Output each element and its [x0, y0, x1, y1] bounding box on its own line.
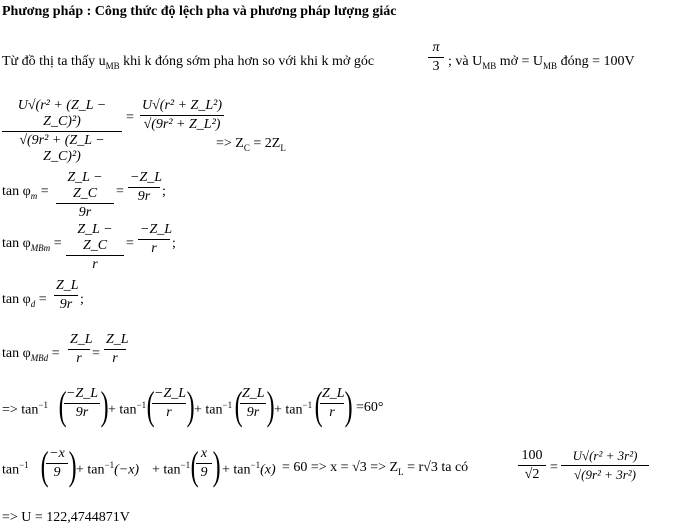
intro-sub-c: MB — [482, 60, 497, 71]
eq-tan-m-den-2: 9r — [137, 189, 151, 204]
eq-tan-mbm-lhs-sub: MBm — [30, 242, 51, 253]
intro-text-c: ; và U — [448, 54, 483, 69]
eq-tan-mbm-fraction-1 — [66, 222, 124, 273]
eq-x-fraction-6 — [561, 448, 649, 483]
eq-tan-mbm-num-2: −Z_L — [138, 222, 170, 240]
eq-x-fraction-1 — [46, 446, 68, 481]
eq-tan-d-num: Z_L — [54, 278, 78, 296]
eq-sum-term-3 — [240, 386, 266, 421]
eq-x-tan-3: tan — [163, 462, 181, 478]
eq-x-mid2: = r√3 ta có — [403, 460, 469, 475]
eq-tan-d-den: 9r — [59, 297, 73, 312]
eq-x-tan-4: tan — [233, 462, 251, 478]
eq-x-mid — [282, 460, 468, 477]
eq1-denominator-left: √(9r² + (Z_L − Z_C)²) — [19, 133, 105, 164]
eq1-denominator-right: √(9r² + Z_L²) — [143, 117, 221, 132]
eq-x-term-2: + $\tan^{-1}(-x)$ — [76, 460, 140, 478]
eq-tan-m-num-1: Z_L − Z_C — [56, 170, 114, 204]
eq-x-rparen-3: ) — [212, 443, 221, 488]
eq-tan-mbm-den-1: r — [92, 257, 98, 272]
eq-sum-term-3-num: Z_L — [240, 386, 266, 404]
eq-tan-m-den-1: 9r — [78, 205, 92, 220]
eq-tan-m-fraction-2 — [128, 170, 163, 205]
eq-x-fraction-3-den: 9 — [200, 465, 208, 480]
eq-x-fraction-5-num: 100 — [518, 448, 546, 466]
eq-sum-term-4-num: Z_L — [320, 386, 344, 404]
intro-three: 3 — [432, 59, 440, 74]
eq-x-tan-1 — [2, 460, 29, 479]
eq1-result — [216, 136, 286, 153]
eq-x-lparen-3: ( — [190, 443, 199, 488]
eq-x-fraction-1-den: 9 — [53, 465, 61, 480]
eq-tan-m-equals: = — [116, 184, 124, 199]
eq-tan-mbd-lhs: $\tan \varphi_{MBd}$ = — [2, 346, 60, 363]
eq-sum-prefix-text: => tan — [2, 402, 39, 418]
page-title: Phương pháp : Công thức độ lệch pha và phương pháp lượng giác — [2, 4, 397, 19]
eq-sum-plus-1: + $\tan^{-1}$ — [108, 400, 147, 418]
eq-x-mid-text: = 60 => x = √3 => Z — [282, 460, 399, 475]
eq-x-fraction-6-num: U√(r² + 3r²) — [561, 448, 649, 466]
intro-text-a: Từ đồ thị ta thấy u — [2, 54, 106, 69]
eq-sum-rparen-2: ) — [186, 383, 195, 428]
eq-x-term-3: + $\tan^{-1}$ — [152, 460, 191, 478]
eq-x-rparen-1: ) — [68, 443, 77, 488]
intro-text-e: đóng = 100V — [557, 54, 635, 69]
eq-sum-inv-3: −1 — [222, 400, 233, 410]
eq-x-fraction-5 — [518, 448, 546, 483]
eq-tan-d-lhs: $\tan \varphi_d$ = — [2, 292, 47, 309]
eq-x-tan-2: tan — [87, 462, 105, 478]
eq-tan-d-tail: ; — [80, 292, 84, 307]
eq-tan-mbd-den-2: r — [112, 351, 118, 366]
intro-text-b: khi k đóng sớm pha hơn so với khi k mở góc — [119, 54, 375, 69]
eq-sum-rparen-3: ) — [266, 383, 275, 428]
eq-x-fraction-5-den: √2 — [524, 467, 540, 482]
eq-sum-result: =60° — [356, 400, 384, 415]
eq-tan-m-lhs-sub: m — [30, 190, 38, 201]
eq-sum-term-4-den: r — [329, 405, 335, 420]
eq-sum-lparen-1: ( — [58, 383, 67, 428]
eq-sum-rparen-1: ) — [100, 383, 109, 428]
eq-tan-m-fraction-1 — [56, 170, 114, 221]
eq-x-inv-2: −1 — [104, 460, 115, 470]
intro-line — [2, 54, 374, 71]
eq-sum-rparen-4: ) — [344, 383, 353, 428]
eq-sum-term-1-den: 9r — [75, 405, 89, 420]
eq-sum-term-3-den: 9r — [246, 405, 260, 420]
eq-tan-m-tail: ; — [162, 184, 166, 199]
eq-tan-mbm-tail: ; — [172, 236, 176, 251]
eq1-fraction-left — [2, 98, 122, 165]
eq-tan-d-lhs-text: tan φ — [2, 292, 31, 307]
eq1-result-b: = 2Z — [249, 136, 281, 151]
eq-sum-term-1-num: −Z_L — [64, 386, 100, 404]
eq-tan-mbd-equals: = — [92, 346, 100, 361]
eq-sum-lparen-4: ( — [314, 383, 323, 428]
eq-tan-m-lhs-text: tan φ — [2, 184, 31, 199]
eq-x-fraction-1-num: −x — [46, 446, 68, 464]
eq-sum-lparen-2: ( — [146, 383, 155, 428]
eq-x-t4: (x) — [260, 462, 276, 478]
eq-tan-mbd-num-2: Z_L — [104, 332, 126, 350]
eq1-result-a-sub: C — [243, 142, 250, 153]
eq-sum-inv-2: −1 — [136, 400, 147, 410]
eq-x-inv-3: −1 — [180, 460, 191, 470]
intro-pi: π — [428, 40, 444, 58]
eq-x-tan-1-text: tan — [2, 462, 20, 478]
final-answer: => U = 122,4744871V — [2, 510, 130, 525]
eq-tan-m-num-2: −Z_L — [128, 170, 160, 188]
eq1-fraction-right — [140, 98, 224, 133]
eq-sum-inv-1: −1 — [38, 400, 48, 410]
eq-x-t2: (−x) — [114, 462, 140, 478]
eq-tan-d-lhs-sub: d — [30, 298, 36, 309]
eq1-numerator-right: U√(r² + Z_L²) — [140, 98, 224, 116]
eq-tan-mbm-num-1: Z_L − Z_C — [66, 222, 124, 256]
eq-x-fraction-3 — [196, 446, 212, 481]
eq-sum-prefix — [2, 400, 48, 419]
eq-tan-mbd-den-1: r — [76, 351, 82, 366]
eq1-equals: = — [126, 110, 134, 125]
eq-x-inv-4: −1 — [250, 460, 261, 470]
eq-tan-mbd-fraction-2 — [104, 332, 129, 367]
eq-sum-term-2-den: r — [166, 405, 172, 420]
eq-x-mid-sub: L — [398, 466, 404, 477]
eq-tan-mbm-lhs: $\tan \varphi_{MBm}$ = — [2, 236, 62, 253]
eq-sum-lparen-3: ( — [234, 383, 243, 428]
eq-x-fraction-6-den: √(9r² + 3r²) — [574, 467, 636, 482]
eq-tan-mbm-equals: = — [126, 236, 134, 251]
eq-tan-mbm-den-2: r — [151, 241, 157, 256]
eq-tan-mbd-lhs-sub: MBd — [30, 352, 49, 363]
eq-x-fraction-3-num: x — [196, 446, 212, 464]
intro-fraction-pi-3 — [428, 40, 444, 75]
eq-tan-mbd-fraction-1 — [68, 332, 93, 367]
eq-sum-plus-2: + $\tan^{-1}$ — [194, 400, 233, 418]
eq-x-equals: = — [550, 460, 558, 475]
intro-sub-a: MB — [105, 60, 120, 71]
eq-tan-mbm-fraction-2 — [138, 222, 173, 257]
eq1-result-a: => Z — [216, 136, 244, 151]
intro-line-tail — [448, 54, 635, 71]
eq-x-lparen-1: ( — [40, 443, 49, 488]
eq-tan-mbd-num-1: Z_L — [68, 332, 90, 350]
eq-tan-mbm-lhs-text: tan φ — [2, 236, 31, 251]
eq-tan-mbd-lhs-text: tan φ — [2, 346, 31, 361]
eq-x-inv-1: −1 — [19, 460, 29, 470]
eq-x-term-4: + $\tan^{-1}(x)$ — [222, 460, 276, 478]
intro-sub-d: MB — [543, 60, 558, 71]
eq-tan-m-lhs: $\tan \varphi_m$ = — [2, 184, 49, 201]
eq1-result-b-sub: L — [280, 142, 286, 153]
eq-sum-term-2-num: −Z_L — [152, 386, 186, 404]
intro-text-d: mở = U — [496, 54, 544, 69]
eq-tan-d-fraction — [54, 278, 78, 313]
eq-sum-inv-4: −1 — [302, 400, 313, 410]
eq-sum-plus-3: + $\tan^{-1}$ — [274, 400, 313, 418]
eq1-numerator-left: U√(r² + (Z_L − Z_C)²) — [2, 98, 122, 132]
eq-sum-term-1 — [64, 386, 100, 421]
eq-sum-term-4 — [320, 386, 344, 421]
eq-sum-term-2 — [152, 386, 186, 421]
